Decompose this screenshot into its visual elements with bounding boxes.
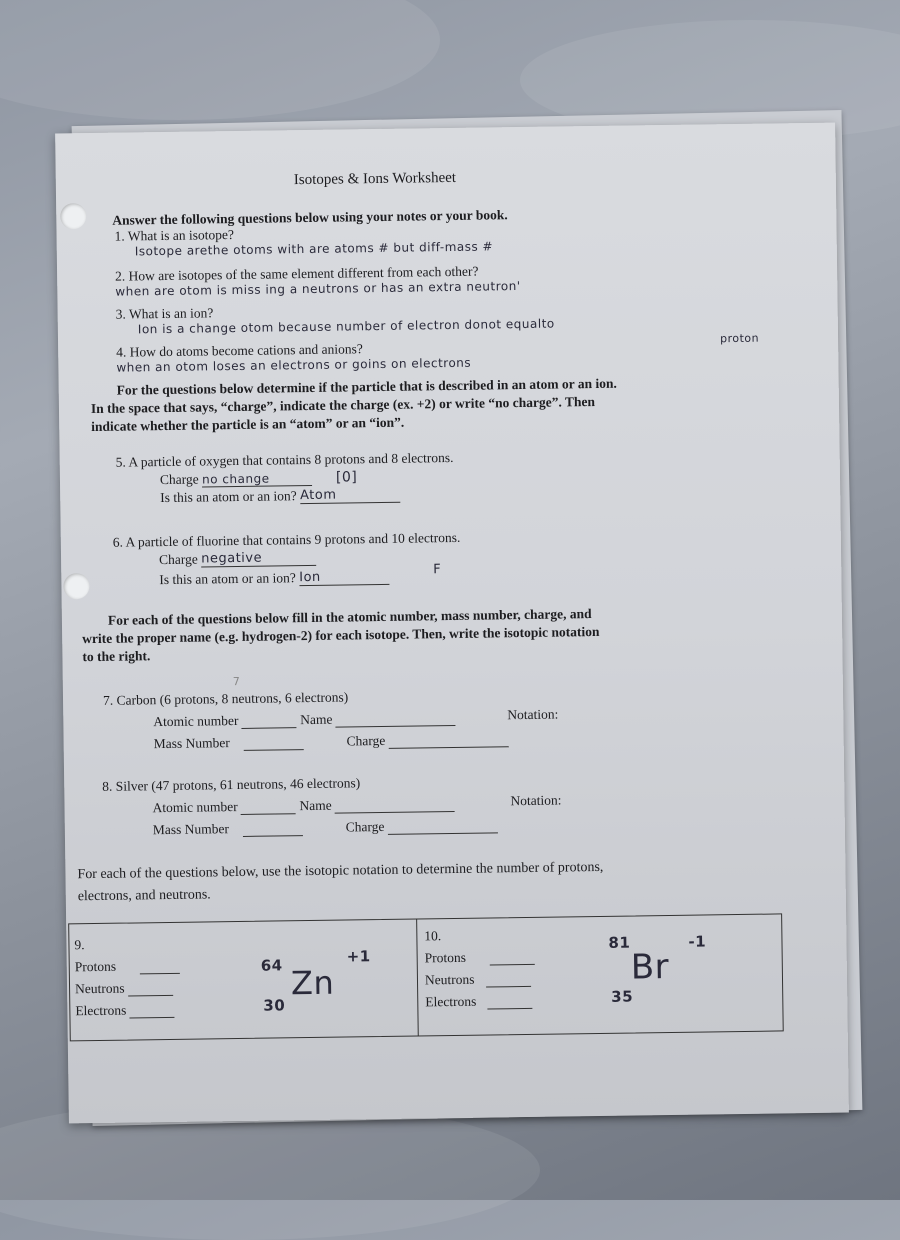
q6-type-answer[interactable]: Ion	[299, 569, 389, 586]
q7-charge-blank[interactable]	[389, 746, 509, 749]
q6-charge-row	[159, 550, 316, 568]
section-2-line-2: write the proper name (e.g. hydrogen-2) for each isotope. Then, write the isotopic notation	[82, 623, 600, 647]
q5-type-label: Is this an atom or an ion?	[160, 488, 297, 506]
question-8: 8. Silver (47 protons, 61 neutrons, 46 electrons)	[102, 775, 361, 794]
cloth-fold	[0, 0, 440, 120]
q9-neutrons-label: Neutrons	[74, 980, 125, 997]
question-1: 1. What is an isotope?	[114, 227, 235, 244]
q9-electrons-row	[75, 1002, 175, 1019]
section-3-line-1: For each of the questions below, use the isotopic notation to determine the number of protons,	[77, 859, 604, 883]
answer-1-handwritten: Isotope arethe otoms with are atoms # but diff-mass #	[134, 239, 494, 259]
section-1-line-3: indicate whether the particle is an “atom” or an “ion”.	[91, 414, 405, 435]
q8-atomic-number-blank[interactable]	[241, 813, 296, 815]
section-2-line-3: to the right.	[82, 648, 151, 665]
q9-charge: +1	[346, 947, 371, 966]
q10-electrons-label: Electrons	[425, 993, 477, 1010]
q7-atomic-number-blank[interactable]	[242, 727, 297, 729]
q10-neutrons-label: Neutrons	[424, 971, 475, 988]
q8-row-2	[153, 817, 498, 838]
q7-atomic-number-label: Atomic number	[153, 712, 239, 730]
q7-name-blank[interactable]	[336, 725, 456, 728]
q5-type-row	[160, 487, 400, 506]
q10-charge: -1	[688, 932, 707, 951]
q7-name-label: Name	[300, 711, 333, 728]
q8-row-1	[152, 796, 455, 816]
section-3-line-2: electrons, and neutrons.	[77, 887, 211, 905]
q5-charge-row	[160, 470, 312, 488]
q7-mass-number-blank[interactable]	[243, 749, 303, 751]
q7-margin-mark: 7	[232, 674, 241, 689]
question-5: 5. A particle of oxygen that contains 8 protons and 8 electrons.	[115, 449, 454, 470]
question-3: 3. What is an ion?	[115, 305, 214, 322]
q8-atomic-number-label: Atomic number	[152, 799, 238, 816]
page-title: Isotopes & Ions Worksheet	[293, 169, 457, 189]
answer-3-continued: proton	[719, 331, 760, 346]
q6-charge-answer[interactable]: negative	[201, 550, 316, 568]
q6-charge-label: Charge	[158, 551, 198, 568]
q8-charge-blank[interactable]	[388, 832, 498, 835]
question-2: 2. How are isotopes of the same element different from each other?	[115, 263, 479, 284]
q10-number: 10.	[424, 928, 442, 944]
q10-atomic-number: 35	[611, 987, 634, 1006]
q9-element-symbol: Zn	[290, 963, 335, 1003]
q10-protons-row	[425, 949, 535, 967]
q8-name-blank[interactable]	[335, 811, 455, 814]
q10-element-symbol: Br	[630, 947, 670, 988]
punch-hole	[63, 573, 89, 599]
q9-mass-number: 64	[260, 956, 283, 975]
q9-protons-row	[75, 958, 180, 975]
answer-2-handwritten: when are otom is miss ing a neutrons or has an extra neutron'	[115, 279, 521, 299]
q5-charge-note: [0]	[335, 469, 358, 486]
q7-mass-number-label: Mass Number	[153, 735, 230, 752]
q9-atomic-number: 30	[263, 996, 286, 1015]
q6-type-row	[159, 569, 389, 588]
section-1-line-1: For the questions below determine if the particle that is described in an atom or an ion.	[116, 375, 617, 398]
q10-mass-number: 81	[608, 933, 631, 952]
q10-electrons-row	[425, 993, 533, 1010]
question-6: 6. A particle of fluorine that contains 9 protons and 10 electrons.	[112, 529, 461, 550]
q9-neutrons-row	[75, 980, 173, 997]
q9-electrons-label: Electrons	[75, 1002, 127, 1019]
question-4: 4. How do atoms become cations and anions?	[116, 341, 363, 360]
q8-notation-label: Notation:	[510, 792, 562, 809]
q9-protons-label: Protons	[74, 958, 117, 975]
q5-charge-label: Charge	[159, 471, 199, 488]
q7-notation-label: Notation:	[507, 706, 559, 723]
q8-mass-number-label: Mass Number	[152, 821, 230, 838]
section-2-line-1: For each of the questions below fill in the atomic number, mass number, charge, and	[107, 606, 592, 628]
q6-note: F	[433, 562, 442, 578]
q9-number: 9.	[74, 937, 85, 953]
answer-4-handwritten: when an otom loses an electrons or goins on electrons	[116, 355, 472, 375]
q7-row-2	[154, 731, 509, 752]
q6-type-label: Is this an atom or an ion?	[159, 570, 296, 588]
q8-charge-label: Charge	[345, 818, 385, 835]
q7-row-1	[153, 710, 456, 730]
answer-3-handwritten: Ion is a change otom because number of electron donot equalto	[137, 316, 555, 337]
punch-hole	[60, 203, 86, 229]
worksheet-page	[55, 123, 849, 1124]
instructions: Answer the following questions below using your notes or your book.	[112, 207, 508, 228]
q10-protons-label: Protons	[424, 949, 467, 966]
q7-charge-label: Charge	[346, 732, 386, 749]
q8-name-label: Name	[299, 797, 332, 814]
q5-charge-answer[interactable]: no change	[202, 471, 312, 488]
question-7: 7. Carbon (6 protons, 8 neutrons, 6 electrons)	[102, 689, 349, 708]
section-1-line-2: In the space that says, “charge”, indicate the charge (ex. +2) or write “no charge”. Then	[90, 393, 596, 417]
q10-neutrons-row	[425, 971, 531, 988]
q5-type-answer[interactable]: Atom	[300, 487, 400, 504]
q8-mass-number-blank[interactable]	[242, 835, 302, 837]
